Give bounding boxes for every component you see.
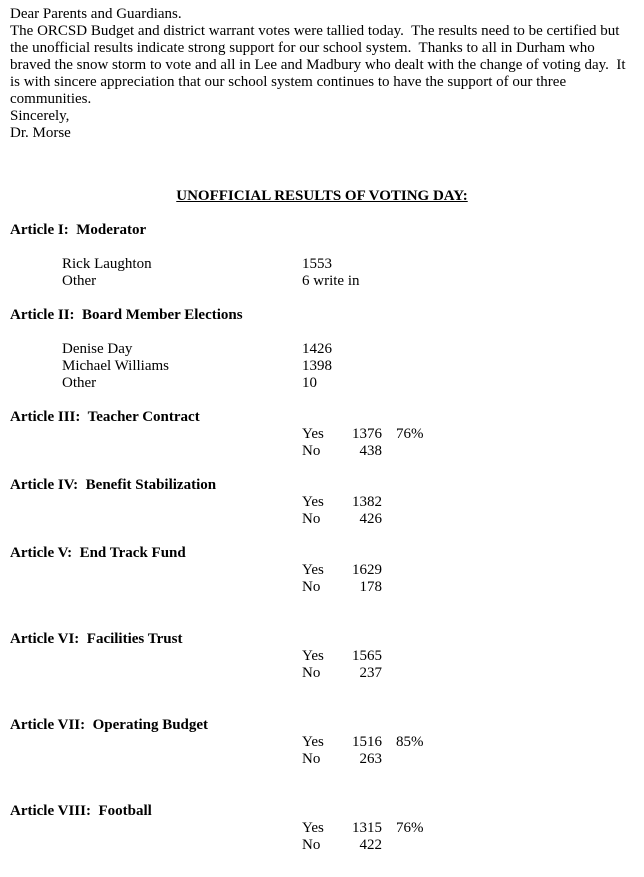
- candidate-name: Other: [62, 273, 97, 289]
- article-heading: Article IV: Benefit Stabilization: [10, 477, 217, 493]
- vote-count: 1516: [352, 734, 382, 750]
- article-heading: Article V: End Track Fund: [10, 545, 186, 561]
- vote-option: No: [302, 579, 321, 595]
- article-heading: Article VIII: Football: [10, 803, 152, 819]
- article-heading: Article VI: Facilities Trust: [10, 631, 183, 647]
- vote-count: 237: [359, 665, 382, 681]
- result-row: [10, 375, 634, 392]
- vote-count: 178: [359, 579, 382, 595]
- vote-option: Yes: [302, 820, 324, 836]
- result-row: [10, 734, 634, 751]
- vote-option: No: [302, 665, 321, 681]
- result-row: [10, 751, 634, 768]
- candidate-name: Denise Day: [62, 341, 133, 357]
- vote-count: 1376: [352, 426, 382, 442]
- article-section-5: [10, 545, 634, 596]
- vote-option: No: [302, 443, 321, 459]
- vote-count: 1382: [352, 494, 382, 510]
- vote-count: 10: [302, 375, 317, 391]
- result-row: [10, 443, 634, 460]
- letter-body: The ORCSD Budget and district warrant votes were tallied today. The results need to be certified but the unofficial results indicate strong support for our school system. Thanks to all in Durham who braved the snow storm to vote and all in Lee and Madbury who dealt with the change of voting day. It is with sincere appreciation that our school system continues to have the support of our three communities.: [10, 23, 630, 107]
- result-row: [10, 341, 634, 358]
- article-section-7: [10, 717, 634, 768]
- results-title: UNOFFICIAL RESULTS OF VOTING DAY:: [176, 188, 468, 204]
- vote-percentage: 85%: [396, 734, 424, 750]
- result-row: [10, 665, 634, 682]
- vote-count: 422: [359, 837, 382, 853]
- vote-option: Yes: [302, 734, 324, 750]
- article-heading: Article II: Board Member Elections: [10, 307, 243, 323]
- article-section-3: [10, 409, 634, 460]
- vote-count: 438: [359, 443, 382, 459]
- result-row: [10, 579, 634, 596]
- vote-count: 1565: [352, 648, 382, 664]
- article-section-2: [10, 307, 634, 392]
- vote-option: Yes: [302, 562, 324, 578]
- vote-percentage: 76%: [396, 820, 424, 836]
- candidate-name: Michael Williams: [62, 358, 170, 374]
- article-heading: Article VII: Operating Budget: [10, 717, 209, 733]
- article-section-1: [10, 222, 634, 290]
- vote-count: 1426: [302, 341, 332, 357]
- result-row: [10, 358, 634, 375]
- vote-option: No: [302, 837, 321, 853]
- article-heading: Article III: Teacher Contract: [10, 409, 200, 425]
- result-row: [10, 256, 634, 273]
- letter-block: [10, 6, 634, 142]
- candidate-name: Rick Laughton: [62, 256, 152, 272]
- vote-count: 263: [359, 751, 382, 767]
- vote-percentage: 76%: [396, 426, 424, 442]
- article-section-8: [10, 803, 634, 854]
- result-row: [10, 648, 634, 665]
- article-section-4: [10, 477, 634, 528]
- vote-option: No: [302, 511, 321, 527]
- candidate-name: Other: [62, 375, 97, 391]
- letter-signature: Dr. Morse: [10, 125, 71, 141]
- article-section-6: [10, 631, 634, 682]
- result-row: [10, 837, 634, 854]
- result-row: [10, 494, 634, 511]
- vote-count: 6 write in: [302, 273, 360, 289]
- vote-option: No: [302, 751, 321, 767]
- vote-count: 1398: [302, 358, 332, 374]
- vote-option: Yes: [302, 494, 324, 510]
- vote-count: 1553: [302, 256, 332, 272]
- vote-option: Yes: [302, 648, 324, 664]
- vote-count: 426: [359, 511, 382, 527]
- result-row: [10, 273, 634, 290]
- letter-salutation: Dear Parents and Guardians.: [10, 6, 182, 22]
- result-row: [10, 562, 634, 579]
- vote-option: Yes: [302, 426, 324, 442]
- result-row: [10, 511, 634, 528]
- vote-count: 1629: [352, 562, 382, 578]
- vote-count: 1315: [352, 820, 382, 836]
- article-heading: Article I: Moderator: [10, 222, 147, 238]
- result-row: [10, 426, 634, 443]
- letter-closing: Sincerely,: [10, 108, 70, 124]
- result-row: [10, 820, 634, 837]
